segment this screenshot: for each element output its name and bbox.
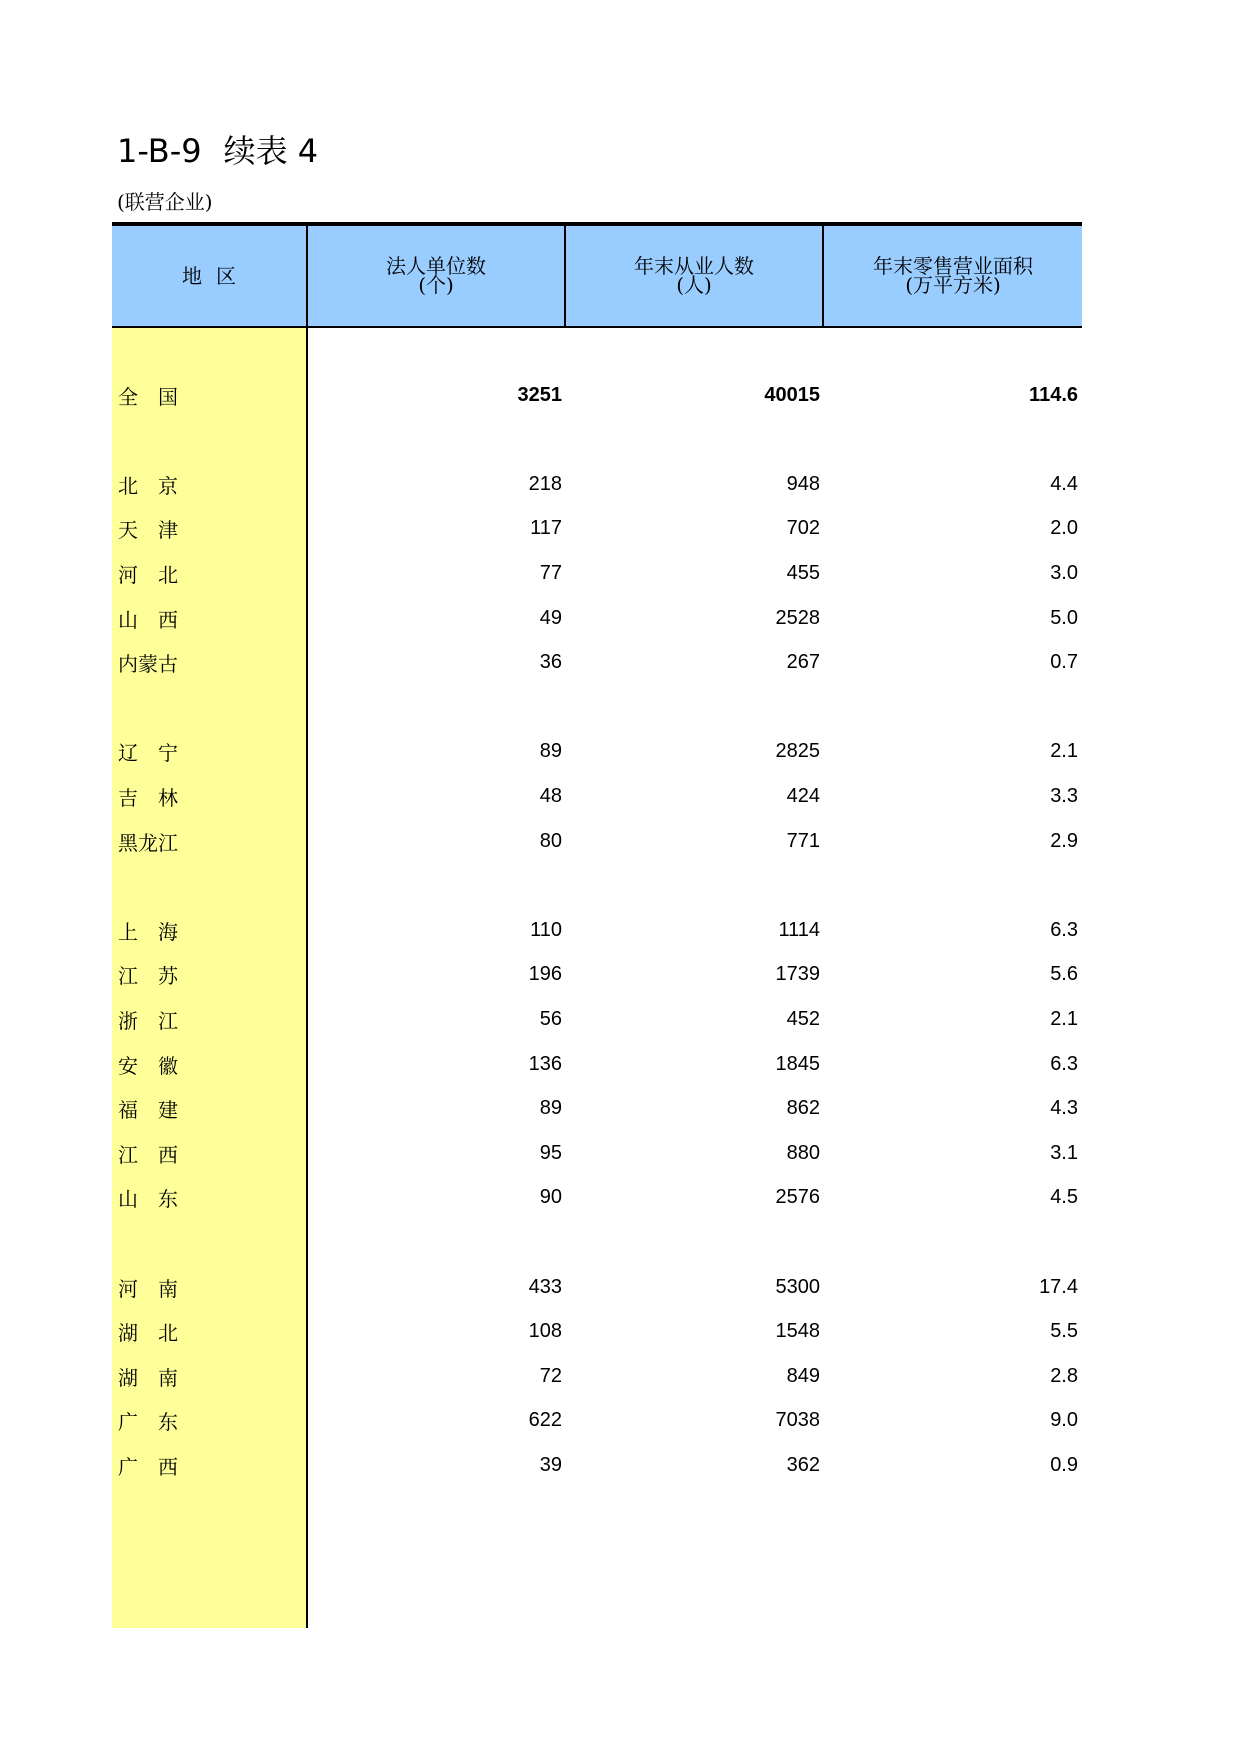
area-cell: 2.1: [1050, 1007, 1078, 1030]
area-cell: 3.1: [1050, 1141, 1078, 1164]
table-row: [112, 816, 1082, 866]
units-cell: 39: [539, 1453, 562, 1476]
area-cell: 4.3: [1050, 1097, 1078, 1120]
employees-cell: 362: [786, 1453, 820, 1476]
area-cell: 6.3: [1050, 918, 1078, 941]
region-cell: 河 南: [118, 1276, 178, 1301]
region-cell: 湖 北: [118, 1321, 178, 1346]
employees-cell: 267: [786, 651, 820, 674]
employees-cell: 948: [786, 472, 820, 495]
region-cell: 吉 林: [118, 785, 178, 810]
units-cell: 89: [539, 740, 562, 763]
table-row: [112, 638, 1082, 688]
area-cell: 114.6: [1029, 383, 1078, 406]
header-region-label: 地区: [182, 263, 250, 288]
area-cell: 5.5: [1050, 1320, 1078, 1343]
units-cell: 110: [530, 918, 562, 941]
area-cell: 2.0: [1050, 517, 1078, 540]
employees-cell: 5300: [775, 1275, 820, 1298]
region-cell: 上 海: [118, 919, 178, 944]
region-cell: 湖 南: [118, 1365, 178, 1390]
table-row-total: [112, 370, 1082, 420]
table-row: [112, 504, 1082, 554]
header-area-unit: (万平方米): [905, 273, 1001, 297]
table-row: [112, 1307, 1082, 1357]
header-employees-unit: (人): [676, 273, 712, 297]
region-cell: 天 津: [118, 518, 178, 543]
units-cell: 117: [530, 517, 562, 540]
table-name: 续表 4: [223, 132, 319, 170]
area-cell: 2.9: [1050, 829, 1078, 852]
employees-cell: 1739: [775, 963, 820, 986]
table-row: [112, 950, 1082, 1000]
table-row: [112, 1084, 1082, 1134]
employees-cell: 424: [786, 784, 820, 807]
employees-cell: 702: [786, 517, 820, 540]
employees-cell: 2825: [775, 740, 820, 763]
region-cell: 山 东: [118, 1187, 178, 1212]
area-cell: 5.6: [1050, 963, 1078, 986]
employees-cell: 1845: [775, 1052, 820, 1075]
header-units-unit: (个): [418, 273, 454, 297]
units-cell: 80: [539, 829, 562, 852]
area-cell: 0.7: [1050, 651, 1078, 674]
employees-cell: 452: [786, 1007, 820, 1030]
units-cell: 90: [539, 1186, 562, 1209]
region-cell: 内蒙古: [118, 652, 178, 677]
table-body: [112, 328, 1082, 1628]
table-row: [112, 727, 1082, 777]
region-cell: 江 西: [118, 1142, 178, 1167]
header-employees-label: 年末从业人数: [634, 254, 754, 278]
region-cell: 福 建: [118, 1098, 178, 1123]
table-title: [117, 126, 340, 172]
table-row: [112, 593, 1082, 643]
table-row: [112, 994, 1082, 1044]
units-cell: 136: [528, 1052, 562, 1075]
table-row: [112, 459, 1082, 509]
header-employees: [566, 226, 824, 326]
area-cell: 2.8: [1050, 1364, 1078, 1387]
area-cell: 0.9: [1050, 1453, 1078, 1476]
statistics-table: [112, 222, 1082, 1628]
region-cell: 黑龙江: [118, 830, 178, 855]
area-cell: 3.0: [1050, 561, 1078, 584]
units-cell: 95: [539, 1141, 562, 1164]
region-cell: 辽 宁: [118, 741, 178, 766]
table-row: [112, 1440, 1082, 1490]
header-region: [112, 226, 308, 326]
area-cell: 5.0: [1050, 606, 1078, 629]
region-cell: 北 京: [118, 473, 178, 498]
table-row: [112, 1351, 1082, 1401]
table-row: [112, 1173, 1082, 1223]
area-cell: 9.0: [1050, 1409, 1078, 1432]
employees-cell: 455: [786, 561, 820, 584]
area-cell: 3.3: [1050, 784, 1078, 807]
units-cell: 56: [539, 1007, 562, 1030]
area-cell: 2.1: [1050, 740, 1078, 763]
table-header: [112, 226, 1082, 328]
table-code: 1-B-9: [117, 132, 202, 170]
employees-cell: 849: [786, 1364, 820, 1387]
region-cell: 全 国: [118, 384, 178, 409]
employees-cell: 40015: [764, 383, 820, 406]
region-cell: 山 西: [118, 607, 178, 632]
table-row: [112, 905, 1082, 955]
header-units: [308, 226, 566, 326]
units-cell: 89: [539, 1097, 562, 1120]
units-cell: 72: [539, 1364, 562, 1387]
units-cell: 48: [539, 784, 562, 807]
employees-cell: 1548: [775, 1320, 820, 1343]
region-cell: 江 苏: [118, 964, 178, 989]
employees-cell: 2576: [775, 1186, 820, 1209]
employees-cell: 2528: [775, 606, 820, 629]
table-row: [112, 1039, 1082, 1089]
units-cell: 433: [528, 1275, 562, 1298]
units-cell: 196: [528, 963, 562, 986]
region-cell: 广 东: [118, 1410, 178, 1435]
units-cell: 108: [528, 1320, 562, 1343]
header-area-label: 年末零售营业面积: [873, 254, 1033, 278]
header-area: [824, 226, 1082, 326]
table-row: [112, 548, 1082, 598]
table-row: [112, 1396, 1082, 1446]
units-cell: 36: [539, 651, 562, 674]
employees-cell: 862: [786, 1097, 820, 1120]
area-cell: 4.5: [1050, 1186, 1078, 1209]
employees-cell: 7038: [775, 1409, 820, 1432]
table-row: [112, 1128, 1082, 1178]
area-cell: 17.4: [1039, 1275, 1078, 1298]
units-cell: 77: [539, 561, 562, 584]
header-units-label: 法人单位数: [386, 254, 486, 278]
region-cell: 广 西: [118, 1454, 178, 1479]
area-cell: 6.3: [1050, 1052, 1078, 1075]
area-cell: 4.4: [1050, 472, 1078, 495]
units-cell: 218: [528, 472, 562, 495]
employees-cell: 1114: [778, 918, 820, 941]
units-cell: 3251: [517, 383, 562, 406]
employees-cell: 880: [786, 1141, 820, 1164]
table-subtitle: (联营企业): [117, 190, 213, 214]
units-cell: 49: [539, 606, 562, 629]
units-cell: 622: [528, 1409, 562, 1432]
region-cell: 安 徽: [118, 1053, 178, 1078]
employees-cell: 771: [786, 829, 820, 852]
region-cell: 浙 江: [118, 1008, 178, 1033]
table-row: [112, 771, 1082, 821]
region-cell: 河 北: [118, 562, 178, 587]
table-row: [112, 1262, 1082, 1312]
